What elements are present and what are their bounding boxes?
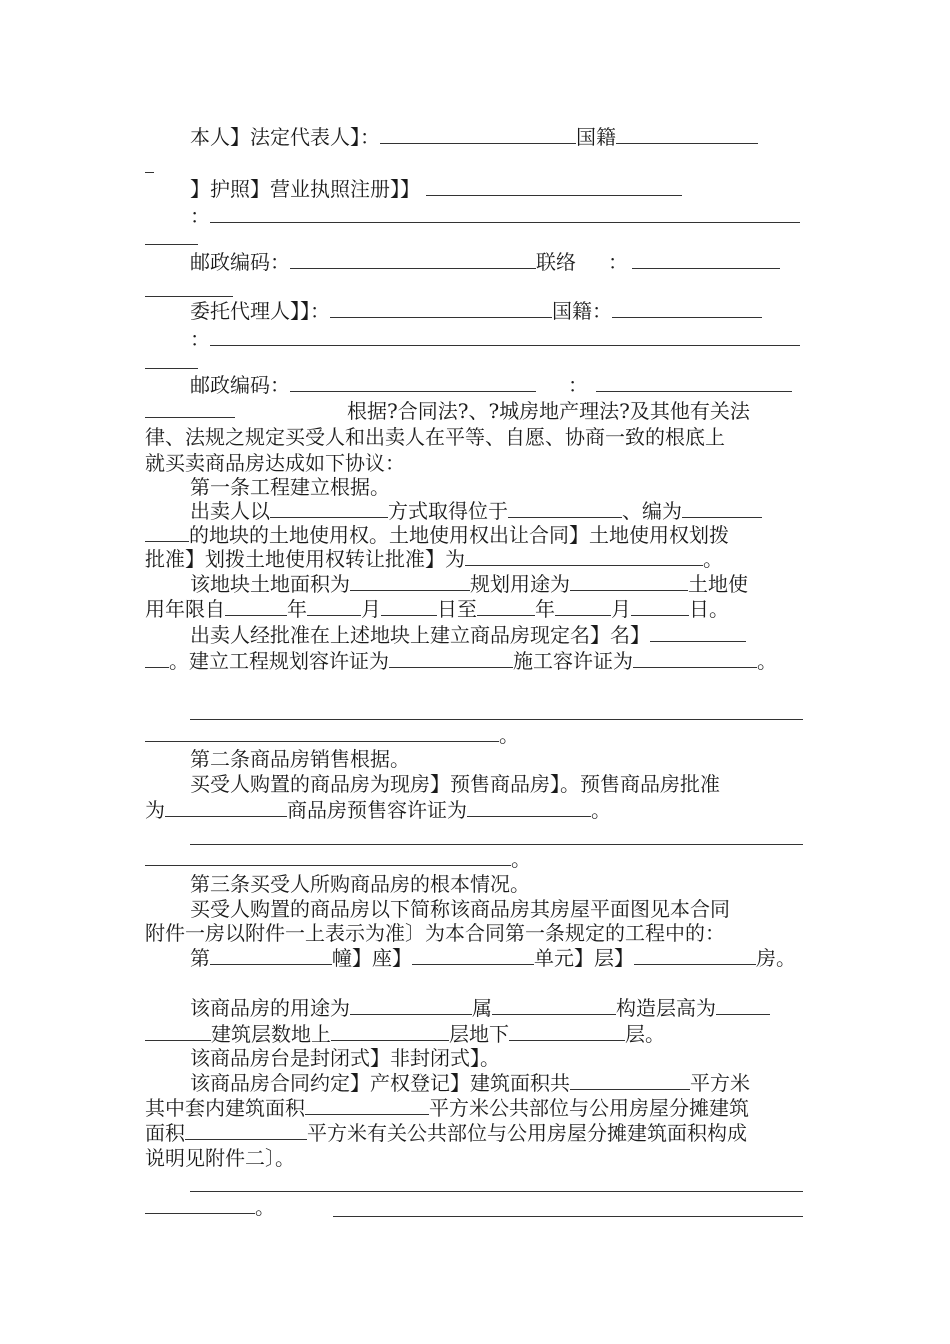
seller-legal-rep-line xyxy=(190,124,805,150)
rule-cont-blank[interactable] xyxy=(145,847,511,866)
below-ground-blank[interactable] xyxy=(509,1022,625,1041)
to-year-label: 年 xyxy=(535,597,555,621)
approval-prefix: 为 xyxy=(145,798,165,822)
construction-permit-label: 施工容许证为 xyxy=(513,649,633,673)
term-from-label: 用年限自 xyxy=(145,597,225,621)
above-ground-label: 建筑层数地上 xyxy=(211,1022,331,1046)
building-area-label: 该商品房合同约定】产权登记】建筑面积共 xyxy=(190,1071,570,1095)
unit-floor-label: 单元】层】 xyxy=(534,946,634,970)
land-use-right-line xyxy=(145,522,805,548)
nationality-blank[interactable] xyxy=(616,125,758,144)
article-2-title: 第二条商品房销售根据。 xyxy=(190,747,410,771)
legal-rep-blank[interactable] xyxy=(380,125,576,144)
structure-label: 属 xyxy=(472,996,492,1020)
address-blank[interactable] xyxy=(210,204,800,223)
agent-nationality-label: 国籍： xyxy=(552,299,612,323)
agent-blank[interactable] xyxy=(330,299,552,318)
rule-period: 。 xyxy=(499,723,519,747)
legal-rep-label: 本人】法定代表人】： xyxy=(190,125,380,149)
blank-rule[interactable] xyxy=(190,844,803,845)
shared-area-text: 平方米有关公共部位与公用房屋分摊建筑面积构成 xyxy=(307,1121,747,1145)
preamble-wrap-blank xyxy=(145,399,235,418)
numbered-label: 、编为 xyxy=(622,499,682,523)
article-1-heading xyxy=(190,474,805,500)
preamble-text-3: 就买卖商品房达成如下协议： xyxy=(145,451,405,475)
land-area-label: 该地块土地面积为 xyxy=(190,572,350,596)
building-blank[interactable] xyxy=(210,946,332,965)
article-3-title: 第三条买受人所购商品房的根本情况。 xyxy=(190,872,530,896)
location-blank[interactable] xyxy=(508,499,622,518)
to-day-blank[interactable] xyxy=(631,597,689,616)
from-year-blank[interactable] xyxy=(225,597,287,616)
project-name-line xyxy=(190,622,805,648)
room-blank[interactable] xyxy=(634,946,756,965)
preamble-line-2 xyxy=(145,424,805,450)
to-year-blank[interactable] xyxy=(477,597,535,616)
land-acquisition-line xyxy=(190,498,805,524)
agent-address-blank[interactable] xyxy=(210,327,800,346)
postal-code-blank[interactable] xyxy=(290,250,536,269)
agent-address-line xyxy=(190,326,805,352)
to-month-label: 月 xyxy=(611,597,631,621)
inner-area-label: 其中套内建筑面积 xyxy=(145,1096,305,1120)
preamble-line-1 xyxy=(145,398,805,424)
house-desc-line-1 xyxy=(190,896,805,922)
project-name-blank-cont[interactable] xyxy=(145,649,169,668)
land-area-blank[interactable] xyxy=(350,572,470,591)
rule-cont-blank[interactable] xyxy=(145,1195,255,1214)
land-use-label: 土地使 xyxy=(688,572,748,596)
from-day-blank[interactable] xyxy=(381,597,437,616)
planned-use-label: 规划用途为 xyxy=(470,572,570,596)
rule-end-line xyxy=(145,722,805,748)
agent-postal-blank[interactable] xyxy=(290,373,536,392)
rule-period: 。 xyxy=(255,1195,275,1219)
approval-number-blank[interactable] xyxy=(465,547,703,566)
presale-period: 。 xyxy=(591,798,611,822)
rule-cont-blank[interactable] xyxy=(145,723,499,742)
address-colon: ： xyxy=(190,204,210,228)
contact-colon: ： xyxy=(608,250,628,274)
building-area-line xyxy=(190,1070,805,1096)
attachment-text: 说明见附件二〕。 xyxy=(145,1146,295,1170)
wrap-underline xyxy=(145,172,154,173)
nationality-label: 国籍 xyxy=(576,125,616,149)
agent-contact-colon: ： xyxy=(568,373,588,397)
presale-permit-label: 商品房预售容许证为 xyxy=(287,798,467,822)
planned-use-blank[interactable] xyxy=(570,572,688,591)
id-license-blank[interactable] xyxy=(426,177,682,196)
preamble-line-3 xyxy=(145,450,805,476)
building-label: 幢】座】 xyxy=(332,946,412,970)
project-name-blank[interactable] xyxy=(650,623,746,642)
unit-blank[interactable] xyxy=(412,946,534,965)
blank-rule[interactable] xyxy=(333,1216,803,1217)
building-area-blank[interactable] xyxy=(570,1071,690,1090)
rule-end-line xyxy=(145,846,805,872)
presale-permit-line xyxy=(145,797,805,823)
house-use-label: 该商品房的用途为 xyxy=(190,996,350,1020)
house-desc-text-2: 附件一房以附件一上表示为准〕为本合同第一条规定的工程中的： xyxy=(145,921,725,945)
permit-line xyxy=(145,648,805,674)
planning-permit-blank[interactable] xyxy=(389,649,513,668)
agent-address-colon: ： xyxy=(190,327,210,351)
permit-period: 。 xyxy=(757,649,777,673)
address-line xyxy=(190,203,805,229)
preamble-text-2: 律、法规之规定买受人和出卖人在平等、自愿、协商一致的根底上 xyxy=(145,425,725,449)
house-desc-line-2 xyxy=(145,920,805,946)
blank-rule[interactable] xyxy=(190,1191,803,1192)
floors-suffix: 层。 xyxy=(625,1022,665,1046)
shared-area-line xyxy=(145,1120,805,1146)
presale-approval-blank[interactable] xyxy=(165,798,287,817)
agent-postal-label: 邮政编码： xyxy=(190,373,290,397)
house-use-blank[interactable] xyxy=(350,996,472,1015)
agent-postal-line xyxy=(190,372,805,398)
sqm-label: 平方米 xyxy=(690,1071,750,1095)
id-license-line xyxy=(190,176,805,202)
house-desc-text-1: 买受人购置的商品房以下简称该商品房其房屋平面图见本合同 xyxy=(190,897,730,921)
to-day-label: 日。 xyxy=(689,597,729,621)
article-3-heading xyxy=(190,871,805,897)
area-prefix: 面积 xyxy=(145,1121,185,1145)
agent-contact-blank[interactable] xyxy=(596,373,792,392)
contact-label: 联络 xyxy=(536,250,576,274)
to-label: 日至 xyxy=(437,597,477,621)
shared-area-label: 平方米公共部位与公用房屋分摊建筑 xyxy=(429,1096,749,1120)
parcel-number-blank-cont[interactable] xyxy=(145,523,189,542)
agent-nationality-blank[interactable] xyxy=(612,299,762,318)
shared-area-blank[interactable] xyxy=(185,1121,307,1140)
inner-area-line xyxy=(145,1095,805,1121)
wrap-underline xyxy=(145,296,233,297)
unit-location-line xyxy=(190,945,805,971)
article-1-title: 第一条工程建立根据。 xyxy=(190,475,390,499)
contact-blank[interactable] xyxy=(632,250,780,269)
unit-prefix: 第 xyxy=(190,946,210,970)
postal-contact-line xyxy=(190,249,805,275)
construction-permit-blank[interactable] xyxy=(633,649,757,668)
seller-by-label: 出卖人以 xyxy=(190,499,270,523)
agent-label: 委托代理人】】： xyxy=(190,299,330,323)
floor-height-blank-cont[interactable] xyxy=(145,1022,211,1041)
wrap-underline xyxy=(145,244,198,245)
approval-line xyxy=(145,546,805,572)
floor-height-label: 构造层高为 xyxy=(616,996,716,1020)
located-at-label: 方式取得位于 xyxy=(388,499,508,523)
balcony-text: 该商品房台是封闭式】非封闭式】。 xyxy=(190,1046,500,1070)
presale-permit-blank[interactable] xyxy=(467,798,591,817)
sale-type-line xyxy=(190,771,805,797)
above-ground-blank[interactable] xyxy=(331,1022,449,1041)
project-name-label: 出卖人经批准在上述地块上建立商品房现定名】名】 xyxy=(190,623,650,647)
attachment-line xyxy=(145,1145,805,1171)
land-term-line xyxy=(145,596,805,622)
approval-label: 批准】划拨土地使用权转让批准】为 xyxy=(145,547,465,571)
from-year-label: 年 xyxy=(287,597,307,621)
to-month-blank[interactable] xyxy=(555,597,611,616)
land-area-line xyxy=(190,571,805,597)
id-license-label: 】护照】营业执照注册】】 xyxy=(190,177,420,201)
balcony-line xyxy=(190,1045,805,1071)
parcel-number-blank[interactable] xyxy=(682,499,762,518)
preamble-text-1: 根据?合同法?、?城房地产理法?及其他有关法 xyxy=(347,399,750,423)
from-month-label: 月 xyxy=(361,597,381,621)
planning-permit-label: 。建立工程规划容许证为 xyxy=(169,649,389,673)
blank-rule[interactable] xyxy=(190,719,803,720)
wrap-underline xyxy=(145,368,198,369)
sale-type-text: 买受人购置的商品房为现房】预售商品房】。预售商品房批准 xyxy=(190,772,720,796)
rule-period: 。 xyxy=(511,847,531,871)
land-use-right-text: 的地块的土地使用权。土地使用权出让合同】土地使用权划拨 xyxy=(189,523,729,547)
structure-blank[interactable] xyxy=(492,996,616,1015)
agent-line xyxy=(190,298,805,324)
from-month-blank[interactable] xyxy=(307,597,361,616)
floors-line xyxy=(145,1021,805,1047)
inner-area-blank[interactable] xyxy=(305,1096,429,1115)
floor-height-blank[interactable] xyxy=(716,996,770,1015)
article-2-heading xyxy=(190,746,805,772)
acquire-method-blank[interactable] xyxy=(270,499,388,518)
postal-code-label: 邮政编码： xyxy=(190,250,290,274)
room-label: 房。 xyxy=(756,946,796,970)
house-use-line xyxy=(190,995,805,1021)
below-ground-label: 层地下 xyxy=(449,1022,509,1046)
approval-period: 。 xyxy=(703,547,723,571)
